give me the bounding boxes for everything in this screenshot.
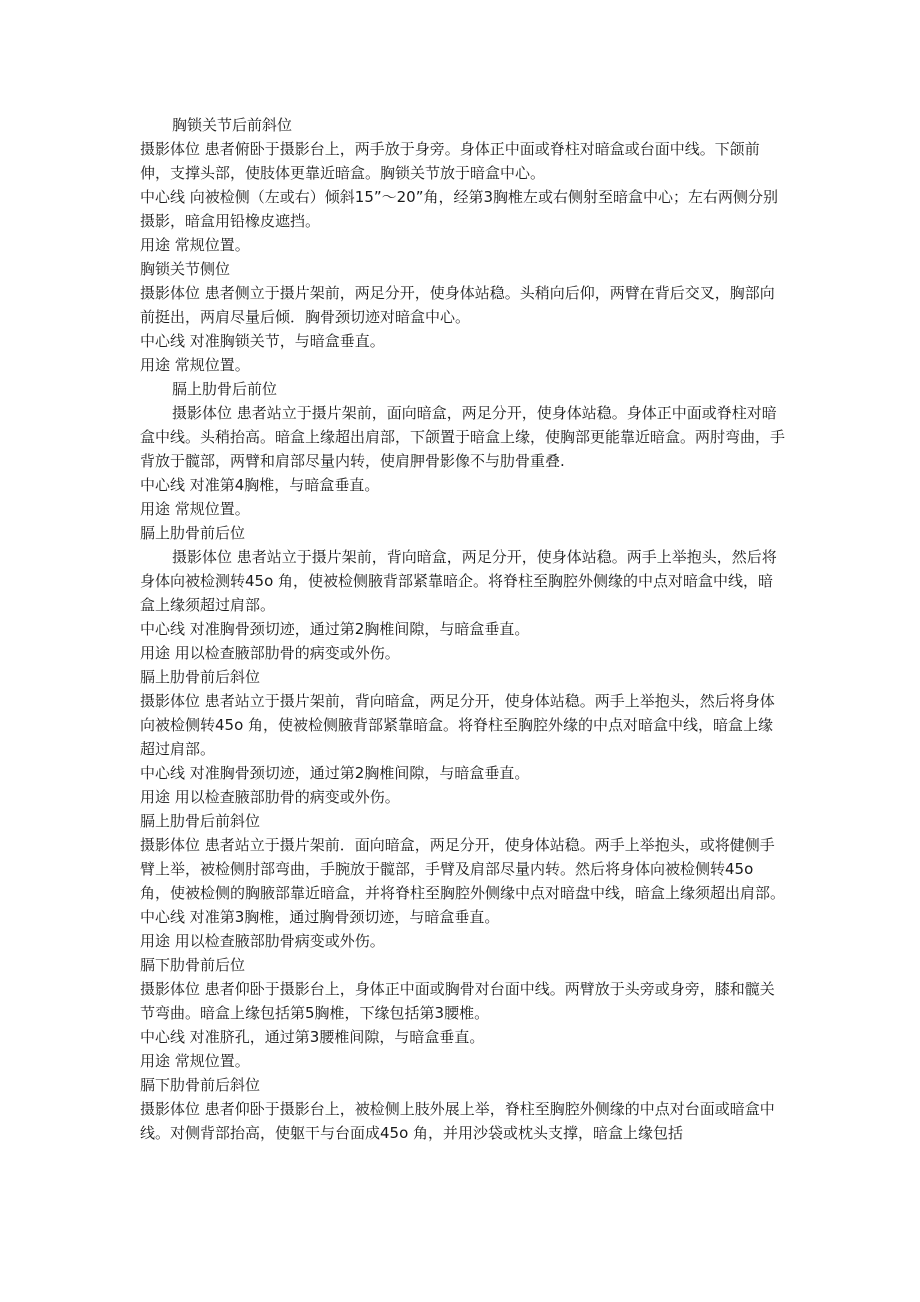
paragraph: 中心线 对准第4胸椎，与暗盒垂直。 (140, 476, 380, 494)
paragraph: 用途 用以检查腋部肋骨的病变或外伤。 (140, 788, 400, 806)
paragraph: 中心线 对准胸锁关节，与暗盒垂直。 (140, 332, 385, 350)
paragraph: 膈上肋骨前后位 (140, 524, 246, 542)
paragraph: 中心线 对准胸骨颈切迹，通过第2胸椎间隙，与暗盒垂直。 (140, 764, 530, 782)
paragraph: 胸锁关节后前斜位 (172, 116, 293, 134)
document-body (140, 113, 785, 1145)
paragraph: 膈上肋骨后前位 (172, 380, 278, 398)
paragraph: 用途 常规位置。 (140, 236, 250, 254)
paragraph: 用途 用以检查腋部肋骨的病变或外伤。 (140, 644, 400, 662)
paragraph: 摄影体位 患者站立于摄片架前，面向暗盒，两足分开，使身体站稳。身体正中面或脊柱对暗盒中线。头稍抬高。暗盒上缘超出肩部，下颌置于暗盒上缘，使胸部更能靠近暗盒。两肘弯曲，手背放于髋部，两臂和肩部尽量内转，使肩胛骨影像不与肋骨重叠. (140, 404, 786, 470)
paragraph: 用途 常规位置。 (140, 1052, 250, 1070)
paragraph: 中心线 对准胸骨颈切迹，通过第2胸椎间隙，与暗盒垂直。 (140, 620, 530, 638)
paragraph: 摄影体位 患者侧立于摄片架前，两足分开，使身体站稳。头稍向后仰，两臂在背后交叉，胸部向前挺出，两肩尽量后倾．胸骨颈切迹对暗盒中心。 (140, 284, 775, 326)
paragraph: 膈下肋骨前后斜位 (140, 1076, 261, 1094)
paragraph: 摄影体位 患者站立于摄片架前，背向暗盒，两足分开，使身体站稳。两手上举抱头，然后将身体向被检侧转45o 角，使被检侧腋背部紧靠暗盒。将脊柱至胸腔外缘的中点对暗盒中线，暗盒上缘超过肩部。 (140, 692, 775, 758)
paragraph: 中心线 对准脐孔，通过第3腰椎间隙，与暗盒垂直。 (140, 1028, 485, 1046)
paragraph: 中心线 向被检侧（左或右）倾斜15”～20”角，经第3胸椎左或右侧射至暗盒中心；左右两侧分别摄影，暗盒用铅橡皮遮挡。 (140, 188, 779, 230)
paragraph: 胸锁关节侧位 (140, 260, 231, 278)
paragraph: 用途 常规位置。 (140, 500, 250, 518)
paragraph: 膈上肋骨后前斜位 (140, 812, 261, 830)
paragraph: 用途 常规位置。 (140, 356, 250, 374)
paragraph: 摄影体位 患者仰卧于摄影台上，被检侧上肢外展上举，脊柱至胸腔外侧缘的中点对台面或暗盒中线。对侧背部抬高，使躯干与台面成45o 角，并用沙袋或枕头支撑，暗盒上缘包括 (140, 1100, 775, 1142)
paragraph: 膈下肋骨前后位 (140, 956, 246, 974)
paragraph: 中心线 对准第3胸椎，通过胸骨颈切迹，与暗盒垂直。 (140, 908, 500, 926)
paragraph: 摄影体位 患者俯卧于摄影台上，两手放于身旁。身体正中面或脊柱对暗盒或台面中线。下颌前伸，支撑头部，使肢体更靠近暗盒。胸锁关节放于暗盒中心。 (140, 140, 760, 182)
paragraph: 摄影体位 患者仰卧于摄影台上，身体正中面或胸骨对台面中线。两臂放于头旁或身旁，膝和髋关节弯曲。暗盒上缘包括第5胸椎，下缘包括第3腰椎。 (140, 980, 775, 1022)
paragraph: 用途 用以检查腋部肋骨病变或外伤。 (140, 932, 385, 950)
paragraph: 摄影体位 患者站立于摄片架前．面向暗盒，两足分开，使身体站稳。两手上举抱头，或将健侧手臂上举，被检侧肘部弯曲，手腕放于髋部，手臂及肩部尽量内转。然后将身体向被检侧转45o 角，使被检侧的胸腋部靠近暗盒，并将脊柱至胸腔外侧缘中点对暗盘中线，暗盒上缘须超出肩部。 (140, 836, 786, 902)
paragraph: 摄影体位 患者站立于摄片架前，背向暗盒，两足分开，使身体站稳。两手上举抱头，然后将身体向被检测转45o 角，使被检侧腋背部紧靠暗企。将脊柱至胸腔外侧缘的中点对暗盒中线，暗盒上缘须超过肩部。 (140, 548, 777, 614)
paragraph: 膈上肋骨前后斜位 (140, 668, 261, 686)
